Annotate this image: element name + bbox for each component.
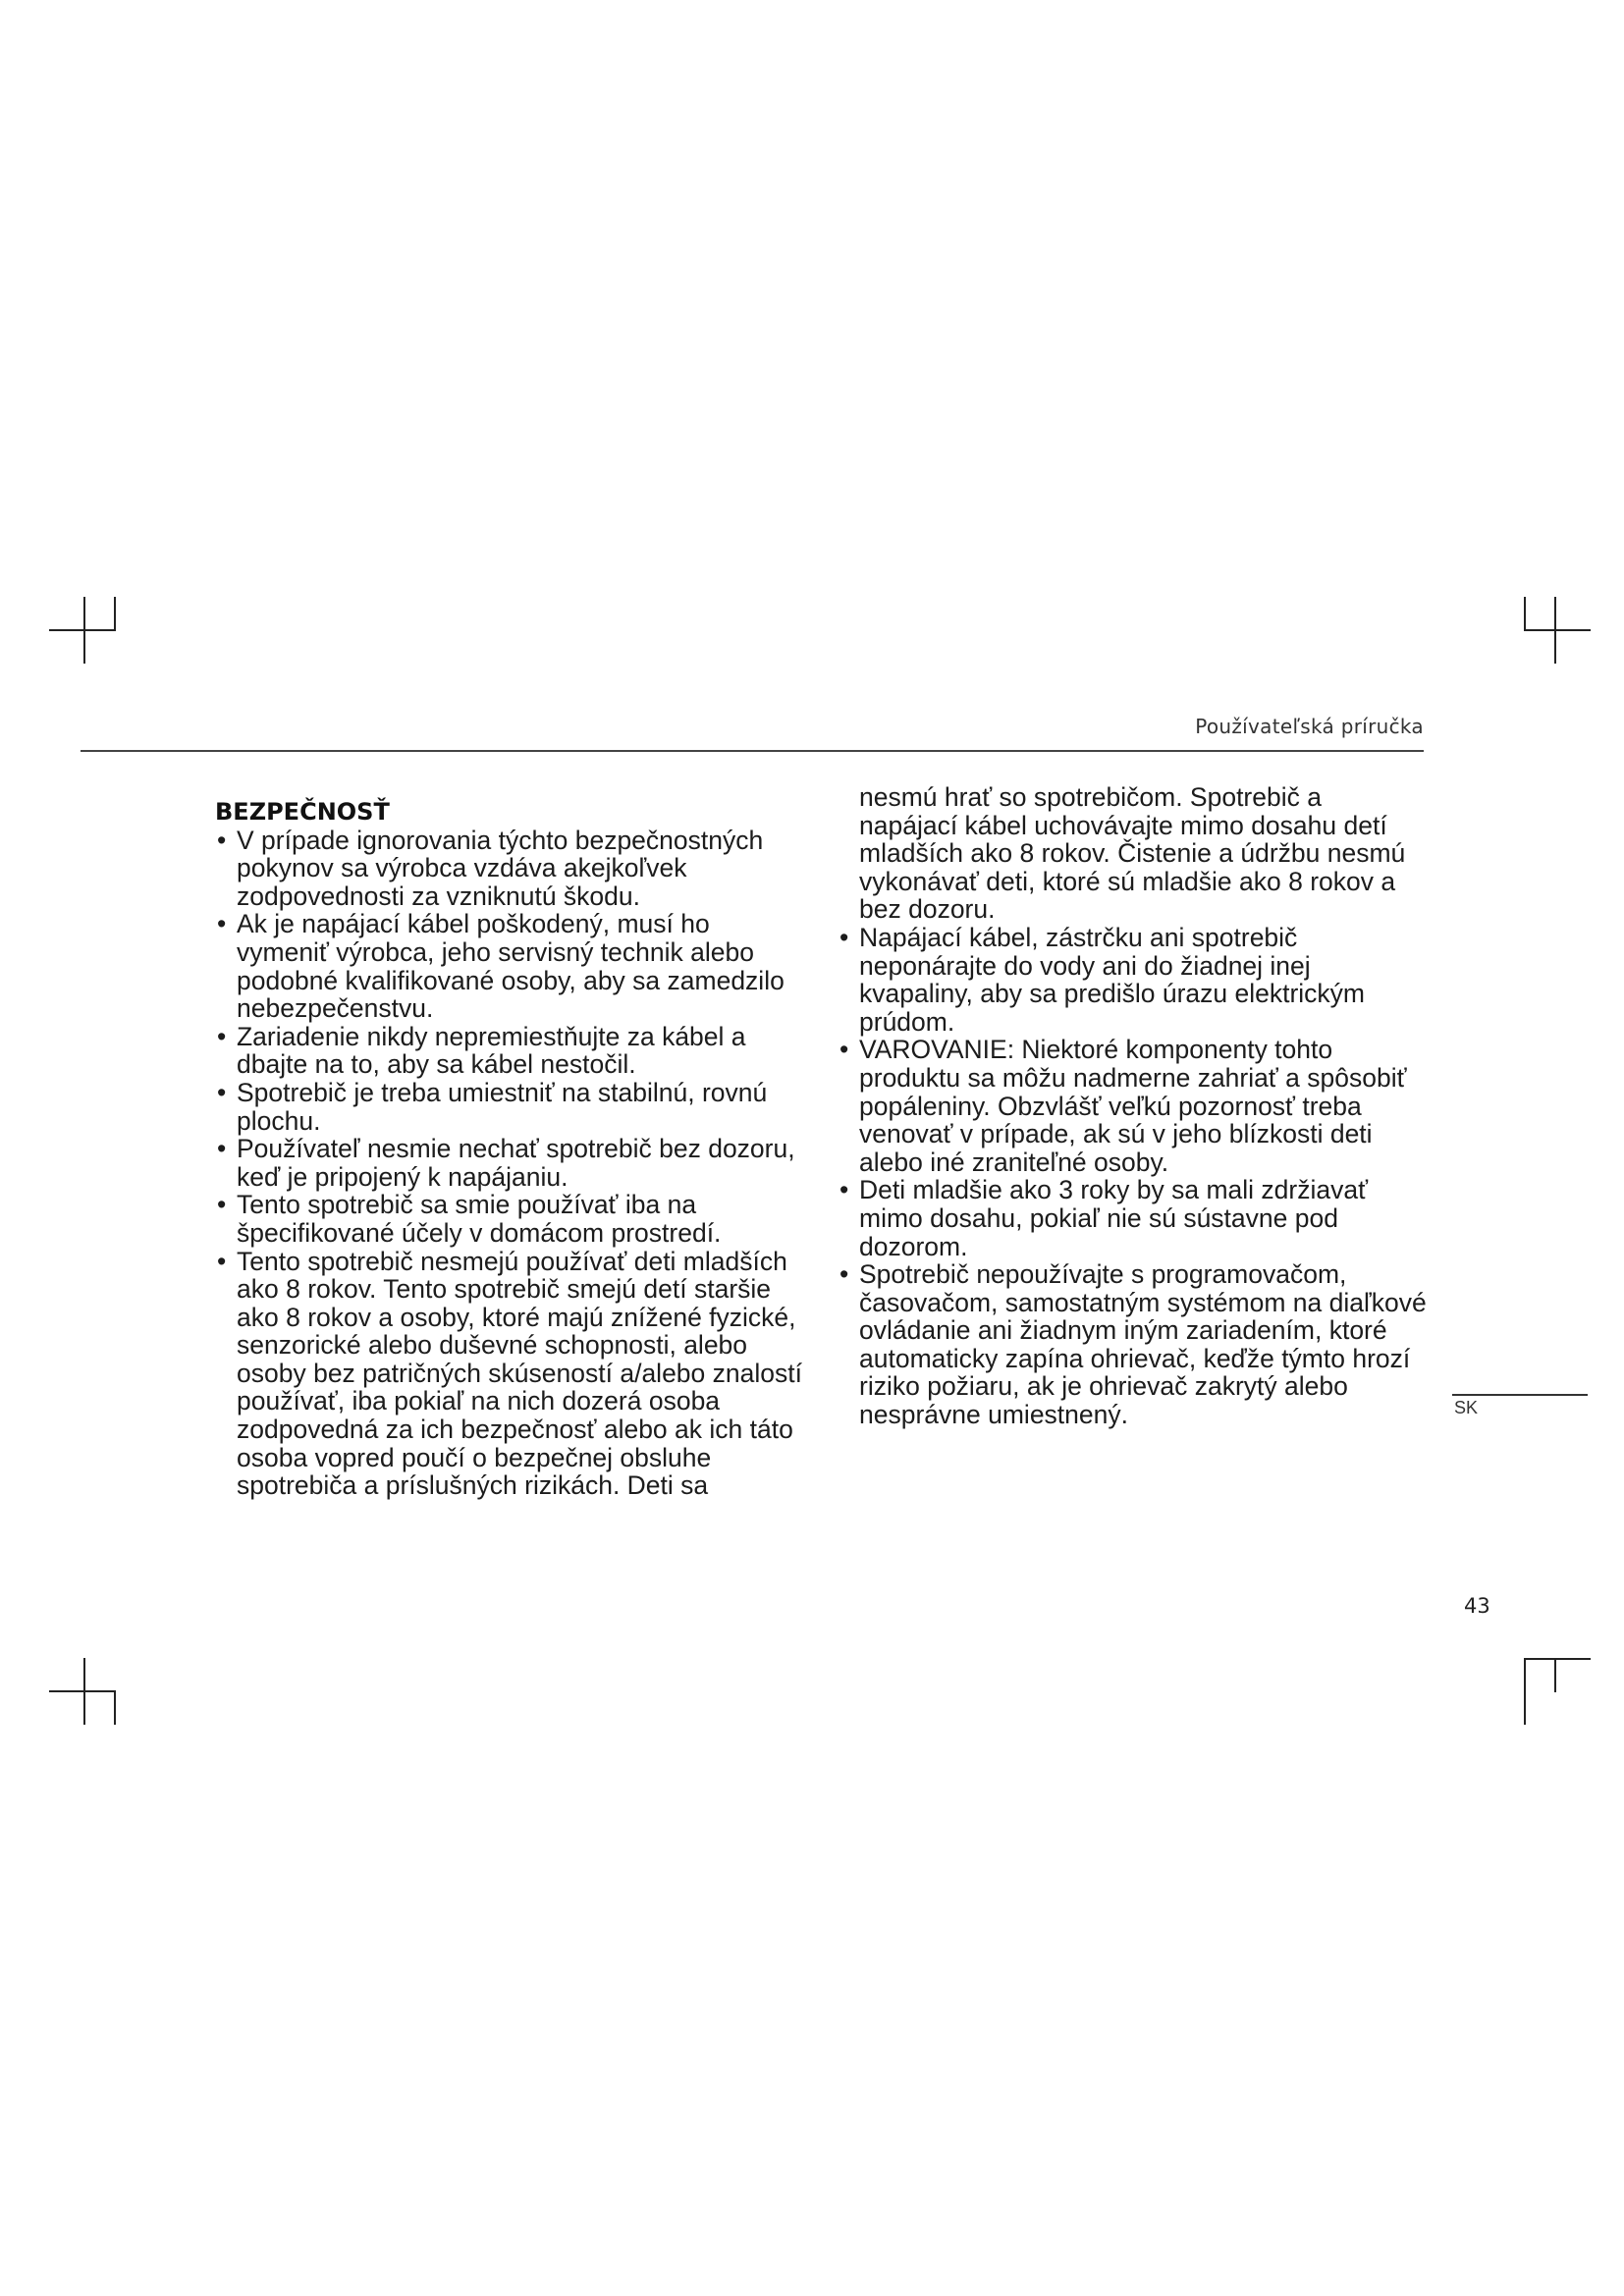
list-item: • Napájací kábel, zástrčku ani spotrebič neponárajte do vody ani do žiadnej inej kvapaliny, aby sa predišlo úrazu elektrickým prúdom. <box>838 924 1427 1036</box>
page-number: 43 <box>1464 1594 1490 1618</box>
list-item: • Spotrebič je treba umiestniť na stabilnú, rovnú plochu. <box>215 1079 804 1135</box>
section-heading: BEZPEČNOSŤ <box>215 798 390 826</box>
list-item: • VAROVANIE: Niektoré komponenty tohto produktu sa môžu nadmerne zahriať a spôsobiť popáleniny. Obzvlášť veľkú pozornosť treba venovať v prípade, ak sú v jeho blízkosti deti alebo iné zraniteľné osoby. <box>838 1036 1427 1176</box>
right-column <box>838 783 1427 1429</box>
list-item: • Ak je napájací kábel poškodený, musí ho vymeniť výrobca, jeho servisný technik alebo podobné kvalifikované osoby, aby sa zamedzilo nebezpečenstvu. <box>215 910 804 1022</box>
language-tab-rule <box>1452 1394 1588 1396</box>
continued-paragraph: nesmú hrať so spotrebičom. Spotrebič a napájací kábel uchovávajte mimo dosahu detí mladších ako 8 rokov. Čistenie a údržbu nesmú vykonávať deti, ktoré sú mladšie ako 8 rokov a bez dozoru. <box>859 782 1406 925</box>
crop-mark-top-right <box>1524 629 1591 631</box>
crop-mark-top-left <box>83 597 85 664</box>
crop-mark-bottom-left <box>83 1658 85 1725</box>
list-item: • Tento spotrebič nesmejú používať deti mladších ako 8 rokov. Tento spotrebič smejú detí staršie ako 8 rokov a osoby, ktoré majú znížené fyzické, senzorické alebo duševné schopnosti, alebo osoby bez patričných skúseností a/alebo znalostí používať, iba pokiaľ na nich dozerá osoba zodpovedná za ich bezpečnosť alebo ak ich táto osoba vopred poučí o bezpečnej obsluhe spotrebiča a príslušných rizikách. Deti sa <box>215 1248 804 1500</box>
list-item: • Zariadenie nikdy nepremiestňujte za kábel a dbajte na to, aby sa kábel nestočil. <box>215 1023 804 1079</box>
crop-mark-top-left <box>49 629 116 631</box>
crop-mark-top-right <box>1554 597 1556 664</box>
safety-list <box>838 924 1427 1429</box>
left-column <box>215 783 804 1500</box>
list-item: • Používateľ nesmie nechať spotrebič bez dozoru, keď je pripojený k napájaniu. <box>215 1135 804 1191</box>
running-header: Používateľská príručka <box>1195 715 1424 738</box>
header-rule <box>81 750 1424 752</box>
list-item: • Deti mladšie ako 3 roky by sa mali zdržiavať mimo dosahu, pokiaľ nie sú sústavne pod dozorom. <box>838 1176 1427 1260</box>
safety-list <box>215 827 804 1500</box>
crop-mark-bottom-left <box>114 1690 116 1725</box>
list-item: • V prípade ignorovania týchto bezpečnostných pokynov sa výrobca vzdáva akejkoľvek zodpovednosti za vzniknutú škodu. <box>215 827 804 911</box>
language-tab: SK <box>1454 1398 1479 1417</box>
crop-mark-bottom-left <box>49 1690 116 1692</box>
list-item: • Tento spotrebič sa smie používať iba na špecifikované účely v domácom prostredí. <box>215 1191 804 1247</box>
crop-mark-top-right <box>1524 597 1526 631</box>
crop-mark-top-left <box>114 597 116 631</box>
list-item: • Spotrebič nepoužívajte s programovačom, časovačom, samostatným systémom na diaľkové ovládanie ani žiadnym iným zariadením, ktoré automaticky zapína ohrievač, keďže týmto hrozí riziko požiaru, ak je ohrievač zakrytý alebo nesprávne umiestnený. <box>838 1260 1427 1429</box>
crop-mark-bottom-right <box>1524 1658 1591 1660</box>
crop-mark-bottom-right <box>1554 1658 1556 1692</box>
crop-mark-bottom-right <box>1524 1658 1526 1725</box>
